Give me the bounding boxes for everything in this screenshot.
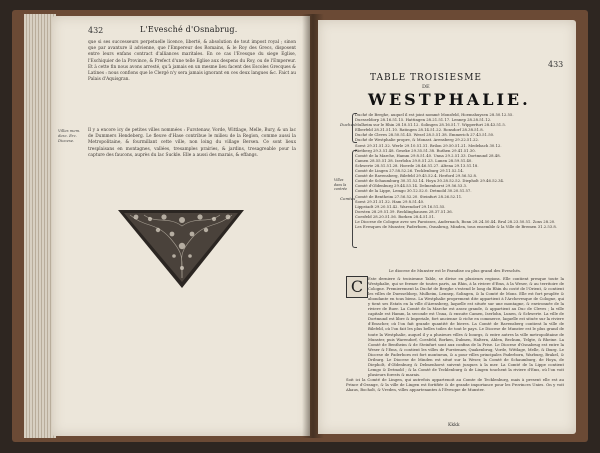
index-line: Comté de Lingen 27.58.52.26. Tecklenburg 29.11.52.14. xyxy=(355,168,464,174)
index-line: Le Diocese de Cologne avec ses Paroisses, Andernach, Bonn 28.24.50.44. Brul 28.23.50.51. Zons 28.20. xyxy=(355,218,556,224)
left-paragraph-1: que si ses successeurs perpetuelle licence, liberté, & absolution de tout impost royal ; sinon que par avanture il advienne, que l'Empereur des Romains, & le Roy des Grecs, disposent entre leurs enfans contract d'alliances maritales. En ce cas l'Evesque du siege Eglise, l'Eschiquier de la Province, & Prefect d'une telle Eglise aux despens du Roy, ou de l'Empereur. Et à cette fin nous avons arresté, qu'à jamais en un mesme lieu facent des Escoles Grecques & Latines : nous confions que le Clergé n'y sera jamais ignorant en ces deux langues &c. Faict au Palais d'Aquisgran. xyxy=(88,40,296,83)
index-line: Elberfeld 28.31.51.10. Ratingen 28.14.51.22. Ronsdorf 28.38.51.8. xyxy=(355,127,484,133)
index-line: Camen 28.55.51.38. Iserlohn 29.8.51.23. Lunen 28.59.51.40. xyxy=(355,157,473,163)
index-line: Comté de Ravensberg, Bilefeld 29.45.52.4. Herford 29.56.52.8. xyxy=(355,173,478,179)
tailpiece-ornament xyxy=(116,208,246,290)
index-table xyxy=(355,112,565,229)
index-line: Comté de Schaumburg 30.31.52.14. Hoya 30.28.52.52. Diepholt 29.46.52.34. xyxy=(355,178,505,184)
right-paragraph-end: Soit ici la Comté de Lingen, qui autrefois appartenoit au Comte de Tecklenburg, mais à present elle est au Prince d'Orange, & la ville de Lingen est fortifiée & de grande importance pour les Provinces Unies. On y voit Ahaus, Bocholt, & Vreden, villes appartenantes à l'Evesque de Munster. xyxy=(346,376,564,393)
index-line: Comté de Bentheim 27.56.52.20. Steinfurt 28.26.52.11. xyxy=(355,193,463,199)
side-label-comtes: Comtés xyxy=(340,196,356,201)
index-line: Soest 29.31.51.32. Werle 29.10.51.31. Brilon 29.50.51.21. Medebach 30.12. xyxy=(355,142,502,148)
running-head: L'Evesché d'Osnabrug. xyxy=(140,25,238,34)
table-de: DE xyxy=(422,84,430,90)
index-line: Mulheim sur le Rhin 28.18.51.12. Solingen 28.16.51.7. Wipperfurt 28.43.51.5. xyxy=(355,122,507,128)
index-line: Comté de la Lippe, Lemgo 30.12.52.0. Detmold 30.20.51.57. xyxy=(355,188,472,194)
index-line: Duché de Westphalie propre, & Monast. Arensberg 29.22.51.22. xyxy=(355,137,480,143)
index-line: Rietberg 29.3.51.48. Geseke 29.35.51.38. Ruthen 29.41.51.30. xyxy=(355,147,476,153)
right-body xyxy=(346,268,564,392)
signature-mark: Kkkk xyxy=(448,423,460,428)
side-label-villes: Villes dans la contrée xyxy=(334,178,348,191)
lede-line: Le diocese de Munster est le Paradise ou plus grand des Eveschés. xyxy=(388,268,522,273)
index-line: Duesseldorp 28.16.51.15. Hattingen 28.21.51.17. Lennep 28.28.51.12. xyxy=(355,117,492,123)
drop-cap: C xyxy=(346,276,368,298)
left-page-number: 432 xyxy=(88,26,104,35)
right-page-number: 433 xyxy=(548,60,564,69)
index-line: Comté de la Marche, Hamm 29.8.51.40. Unna 29.2.51.33. Dortmund 28.48. xyxy=(355,152,501,158)
index-line: Dorsten 28.29.51.39. Recklinghausen 28.37.51.36. xyxy=(355,208,453,214)
left-margin-note: Villes mem. desc. Erz. Diocese. xyxy=(58,128,81,143)
index-line: Lippstadt 29.20.51.42. Warendorf 29.16.51.55. xyxy=(355,203,446,209)
index-line: Schwerte 28.51.51.28. Hoerde 28.46.51.27. Altena 29.13.51.18. xyxy=(355,162,479,168)
left-paragraph-2: Il y a encore icy de petites villes nommées : Furstenaw, Vorde, Wittlage, Melle, Bury, & un lac de Dummers Hendeberg. Le fleuve d'Hase contribue le milieu de la Region, comme aussi la Metropolitaine, & fourmillant cette ville, non loing du village Bersen. Ce sont lieux tresplaisans en montagnes, vallées, tresamples prairies, & jardins, tresagreable pour la capture des faucons, auprès du lac Suckle. Elle a aussi des marais, & effangs. xyxy=(88,128,296,158)
table-title: TABLE TROISIESME xyxy=(370,73,482,83)
index-line: Coesfeld 28.20.51.56. Borken 28.4.51.51. xyxy=(355,213,436,219)
index-line: Soest 29.31.51.32. Ham 29.8.51.40. xyxy=(355,198,425,204)
index-line: Les Evesques de Munster, Paderborn, Osnabrug, Minden, tous ensemble & la Ville de Bremen 31.2.53.8. xyxy=(355,224,558,230)
table-name: WESTPHALIE. xyxy=(368,90,531,109)
side-label-duches: Duchés xyxy=(340,122,356,127)
index-line: Duché de Berghe, auquel il est joint nommé Monsfeld, Hoemshuysen 28.50.12.55. xyxy=(355,112,514,117)
index-line: Duché de Cleves 28.50.51.45. Wesel 28.5.51.38. Emmerich 27.43.51.50. xyxy=(355,132,495,138)
index-line: Comté d'Oldenburg 29.44.53.14. Delmenhorst 29.56.53.3. xyxy=(355,183,468,189)
right-paragraph-main: Este derniere & troisiesme Table, se divise en plusieurs regions. Elle contient presque toute la Westphalie, qui se fermer de toutes parts, au Rhin, à la riviere d'Ems, à la Weser, & au territoire de Cologne. Premierement la Duché de Berghe s'estend le long du Rhin du costé de l'Orient, & contient les villes de Duesseldorp, Mulheim, Lennep, Solingen, & la Comté de Mons. Elle est fort peuplée & abondante en tous biens. La Westphalie proprement dite appartient à l'Archevesque de Cologne, qui y tient ses Estats en la ville d'Arensberg, laquelle est située sur une montagne, & environnée de la riviere de Ruer. La Comté de la Marche est assez grande, & appartient au Duc de Cleves ; la ville capitale est Hamm, la seconde est Unna, & ensuite Camen, Iserlohn, Lunen, & Schwerte. La ville de Dortmund est libre & Imperiale, fort ancienne & riche en commerce, laquelle est située sur la riviere d'Emscher, où l'on fait grande quantité de bieres. La Comté de Ravensberg contient la ville de Bilefeld, où l'on fait les plus belles toiles de tout le pays. Le Diocese de Munster est le plus grand de toute la Westphalie, auquel il y a plusieurs villes & bourgs, & entre autres la ville metropolitaine de Munster, puis Warendorf, Coesfeld, Borken, Dulmen, Haltern, Ahlen, Beckum, Telgte, & Rheine. La Comté de Bentheim & de Steinfurt sont aux confins de la Frise. Le Diocese d'Osnabrug est entre la Weser & l'Ems, & contient les villes de Furstenaw, Quakenbrug, Vorde, Wittlage, Melle, & Iburg. Le Diocese de Paderborn est fort montueux, & a pour villes principales Paderborn, Warburg, Brakel, & Driburg. Le Diocese de Minden est situé sur la Weser, la Comté de Schaumburg, de Hoya, de Diepholt, d'Oldenburg & Delmenhorst suivent jusques à la mer. La Comté de la Lippe contient Lemgo & Detmold ; & la Comté de Tecklenburg & de Lingen touchent la riviere d'Ems, où l'on voit plusieurs forests & marais. xyxy=(368,276,564,377)
